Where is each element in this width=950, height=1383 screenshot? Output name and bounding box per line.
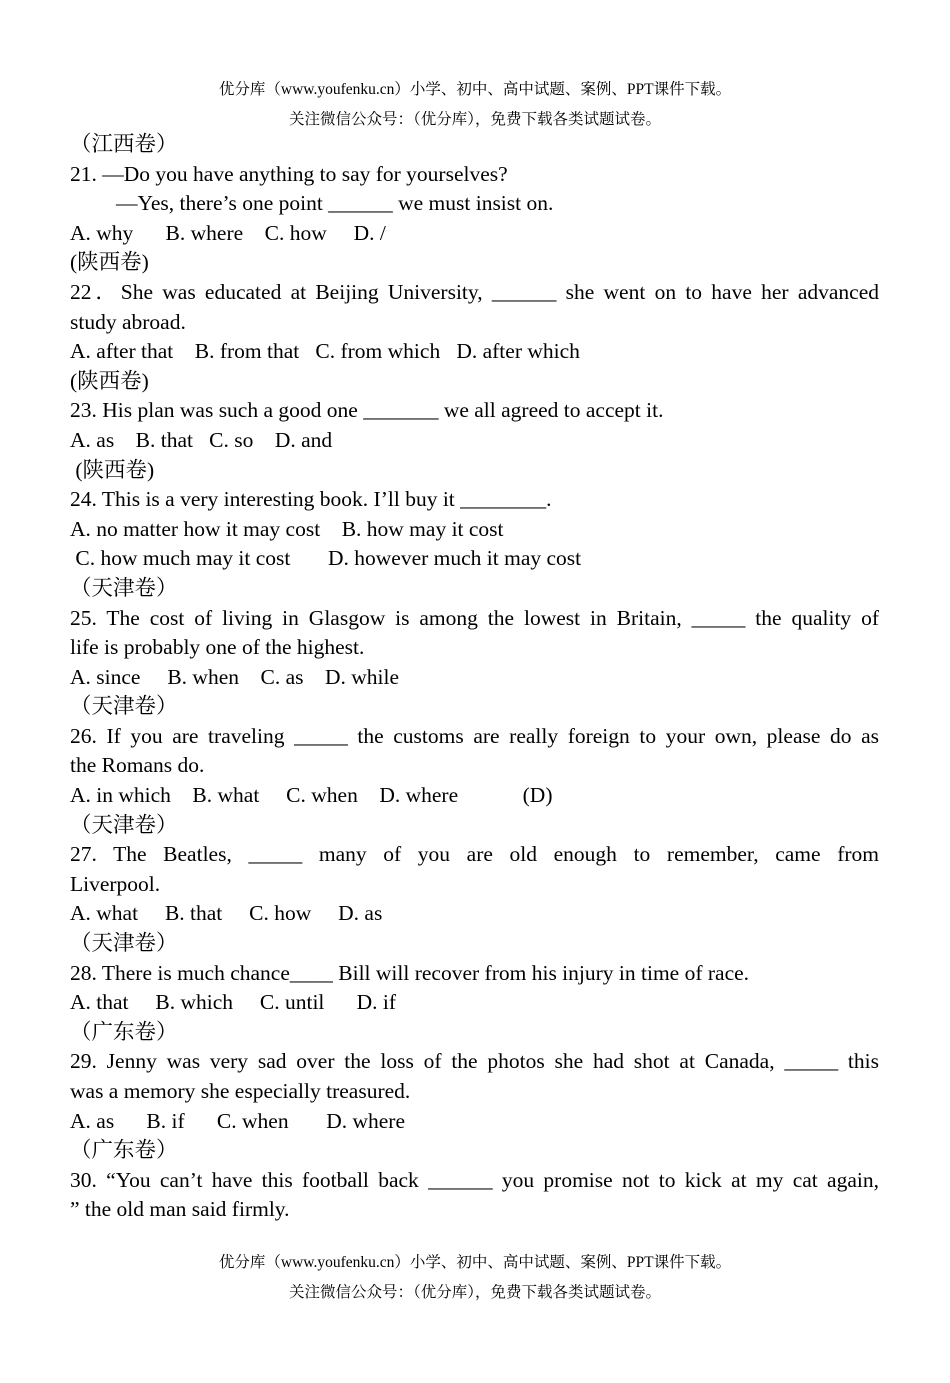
source-label: (陕西卷) — [70, 457, 155, 482]
question-24: 24. This is a very interesting book. I’ll buy it ________. — [70, 487, 552, 512]
question-27: 27. The Beatles, _____ many of you are old enough to remember, came from — [70, 842, 879, 867]
question-22: 22．She was educated at Beijing University, ______ she went on to have her advanced — [70, 279, 879, 304]
question-29: 29. Jenny was very sad over the loss of the photos she had shot at Canada, _____ this — [70, 1049, 879, 1074]
question-23: 23. His plan was such a good one _______ we all agreed to accept it. — [70, 398, 664, 423]
page-header-line-2: 关注微信公众号：（优分库），免费下载各类试题试卷。 — [288, 111, 661, 128]
question-25-options: A. since B. when C. as D. while — [70, 664, 400, 689]
question-22-options: A. after that B. from that C. from which D. after which — [70, 339, 580, 364]
question-29-cont: was a memory she especially treasured. — [70, 1079, 411, 1103]
source-label: （广东卷） — [70, 1138, 178, 1163]
question-28: 28. There is much chance____ Bill will recover from his injury in time of race. — [70, 960, 750, 985]
source-label: （广东卷） — [70, 1019, 178, 1044]
question-27-cont: Liverpool. — [70, 871, 161, 896]
question-26-options: A. in which B. what C. when D. where (D) — [70, 783, 553, 808]
source-label: （江西卷） — [70, 132, 178, 156]
question-25: 25. The cost of living in Glasgow is among the lowest in Britain, _____ the quality of — [70, 605, 879, 630]
question-26: 26. If you are traveling _____ the customs are really foreign to your own, please do as — [70, 723, 879, 748]
source-label: （天津卷） — [70, 575, 178, 600]
question-24-options-ab: A. no matter how it may cost B. how may it cost — [70, 516, 504, 541]
source-label: （天津卷） — [70, 812, 178, 837]
question-25-cont: life is probably one of the highest. — [70, 635, 365, 660]
question-24-options-cd: C. how much may it cost D. however much it may cost — [70, 546, 582, 571]
question-22-cont: study abroad. — [70, 309, 186, 334]
exam-questions — [70, 130, 879, 1225]
question-30: 30. “You can’t have this football back ______ you promise not to kick at my cat again, — [70, 1167, 879, 1192]
page-header-line-1: 优分库（www.youfenku.cn）小学、初中、高中试题、案例、PPT课件下载。 — [218, 81, 732, 98]
question-26-cont: the Romans do. — [70, 753, 205, 778]
question-21-options: A. why B. where C. how D. / — [70, 220, 386, 245]
question-30-cont: ” the old man said firmly. — [70, 1197, 290, 1222]
page-footer-line-1: 优分库（www.youfenku.cn）小学、初中、高中试题、案例、PPT课件下载。 — [218, 1254, 732, 1271]
question-21-reply: —Yes, there’s one point ______ we must insist on. — [116, 191, 554, 216]
question-28-options: A. that B. which C. until D. if — [70, 990, 397, 1015]
question-21: 21. —Do you have anything to say for yourselves? — [70, 161, 508, 186]
question-27-options: A. what B. that C. how D. as — [70, 901, 383, 926]
question-29-options: A. as B. if C. when D. where — [70, 1108, 405, 1133]
source-label: （天津卷） — [70, 931, 178, 956]
source-label: (陕西卷) — [70, 368, 149, 393]
page-footer-line-2: 关注微信公众号：（优分库），免费下载各类试题试卷。 — [288, 1284, 661, 1301]
source-label: (陕西卷) — [70, 250, 149, 275]
source-label: （天津卷） — [70, 694, 178, 719]
question-23-options: A. as B. that C. so D. and — [70, 427, 333, 452]
